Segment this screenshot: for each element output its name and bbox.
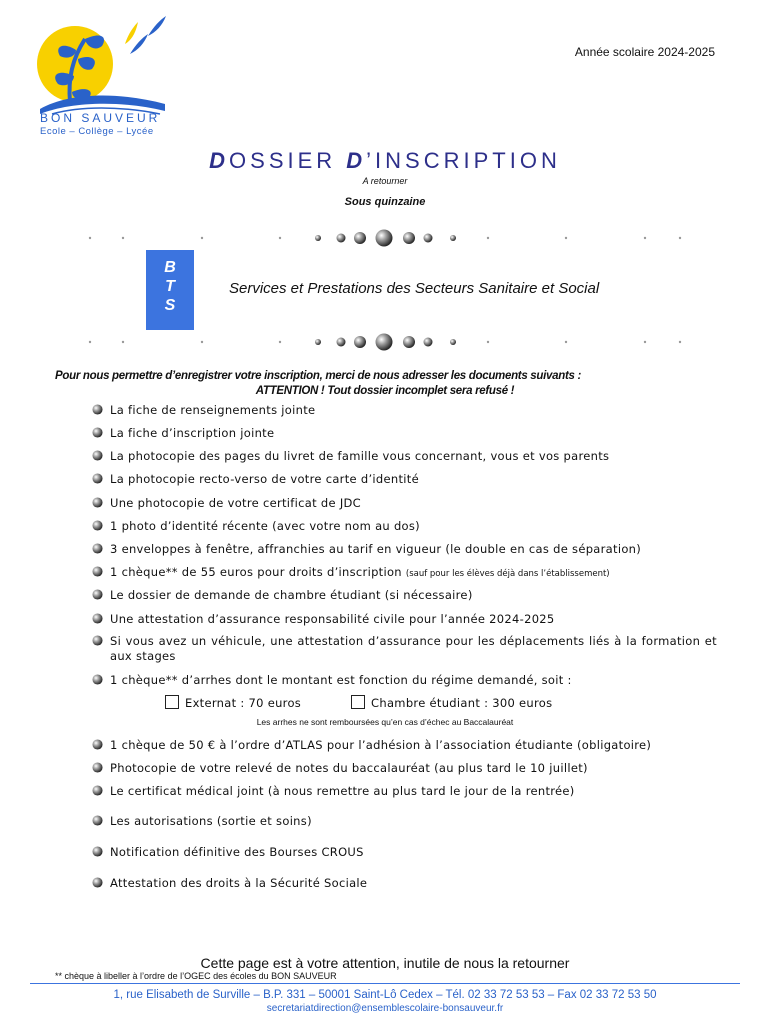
decorative-bead-divider-top xyxy=(60,228,710,248)
bullet-icon xyxy=(92,635,103,646)
footer-notice: Cette page est à votre attention, inutile de nous la retourner xyxy=(200,955,570,971)
list-item-text: Le certificat médical joint (à nous remettre au plus tard le jour de la rentrée) xyxy=(110,784,575,798)
deposit-refund-note: Les arrhes ne sont remboursées qu’en cas d’échec au Baccalauréat xyxy=(256,717,514,727)
bullet-icon xyxy=(92,566,103,577)
title-word-1: OSSIER xyxy=(229,148,347,173)
option-chambre-label: Chambre étudiant : 300 euros xyxy=(371,696,553,710)
list-item-text: 3 enveloppes à fenêtre, affranchies au tarif en vigueur (le double en cas de séparation) xyxy=(110,542,642,556)
list-item xyxy=(92,472,717,487)
school-year: Année scolaire 2024-2025 xyxy=(574,45,715,59)
list-item xyxy=(92,612,717,627)
list-item-text: 1 chèque** d’arrhes dont le montant est fonction du régime demandé, soit : xyxy=(110,673,572,687)
list-item-text: 1 chèque de 50 € à l’ordre d’ATLAS pour l’adhésion à l’association étudiante (obligatoire) xyxy=(110,738,652,752)
school-email: secretariatdirection@ensemblescolaire-bonsauveur.fr xyxy=(266,1003,504,1014)
programme-name: Services et Prestations des Secteurs Sanitaire et Social xyxy=(229,280,600,297)
bullet-icon xyxy=(92,785,103,796)
school-address: 1, rue Elisabeth de Surville – B.P. 331 – 50001 Saint-Lô Cedex – Tél. 02 33 72 53 53 – Fax 02 33 72 53 50 xyxy=(113,989,657,1001)
school-subtitle: Ecole – Collège – Lycée xyxy=(40,126,154,137)
attention-warning: ATTENTION ! Tout dossier incomplet sera refusé ! xyxy=(255,385,515,397)
deposit-options xyxy=(165,695,552,710)
bullet-icon xyxy=(92,674,103,685)
list-item xyxy=(92,876,717,891)
bullet-icon xyxy=(92,427,103,438)
list-item-text: La fiche d’inscription jointe xyxy=(110,426,275,440)
list-item-text: 1 photo d’identité récente (avec votre nom au dos) xyxy=(110,519,420,533)
bullet-icon xyxy=(92,473,103,484)
list-item xyxy=(92,761,717,776)
cheque-payee-note: ** chèque à libeller à l’ordre de l’OGEC des écoles du BON SAUVEUR xyxy=(55,971,337,981)
list-item-text: Notification définitive des Bourses CROUS xyxy=(110,845,364,859)
bullet-icon xyxy=(92,589,103,600)
badge-letter: B xyxy=(164,259,176,276)
title-word-2: ’INSCRIPTION xyxy=(366,148,561,173)
list-item xyxy=(92,634,717,664)
list-item xyxy=(92,542,717,557)
title-initial-2: D xyxy=(346,148,367,173)
chambre-checkbox[interactable] xyxy=(351,695,365,709)
option-externat-label: Externat : 70 euros xyxy=(185,696,302,710)
bullet-icon xyxy=(92,815,103,826)
list-item xyxy=(92,449,717,464)
list-item xyxy=(92,784,717,799)
bullet-icon xyxy=(92,404,103,415)
instructions-intro: Pour nous permettre d’enregistrer votre inscription, merci de nous adresser les documents suivants : xyxy=(55,370,581,382)
list-item-text: Les autorisations (sortie et soins) xyxy=(110,814,312,828)
list-item xyxy=(92,403,717,418)
fee-exception-note: (sauf pour les élèves déjà dans l’établissement) xyxy=(405,569,610,579)
title-initial-1: D xyxy=(209,148,230,173)
school-logo xyxy=(30,14,170,124)
list-item-text: Si vous avez un véhicule, une attestation d’assurance pour les déplacements liés à la formation et aux stages xyxy=(110,634,717,663)
badge-letter: S xyxy=(164,297,176,314)
bullet-icon xyxy=(92,613,103,624)
bullet-icon xyxy=(92,520,103,531)
bullet-icon xyxy=(92,846,103,857)
footer-divider xyxy=(30,983,740,984)
bullet-icon xyxy=(92,877,103,888)
decorative-bead-divider-bottom xyxy=(60,332,710,352)
list-item xyxy=(92,496,717,511)
list-item-text: Attestation des droits à la Sécurité Sociale xyxy=(110,876,368,890)
list-item-text: Une attestation d’assurance responsabilité civile pour l’année 2024-2025 xyxy=(110,612,555,626)
school-name: BON SAUVEUR xyxy=(40,111,161,125)
page-title xyxy=(0,148,770,174)
bullet-icon xyxy=(92,762,103,773)
list-item xyxy=(92,673,717,688)
badge-letter: T xyxy=(165,278,175,295)
list-item xyxy=(92,588,717,603)
list-item xyxy=(92,565,717,582)
fee-text: 1 chèque** de 55 euros pour droits d’inscription xyxy=(110,565,402,579)
option-externat[interactable] xyxy=(165,695,301,710)
list-item xyxy=(92,845,717,860)
list-item xyxy=(92,814,717,829)
list-item-text: Une photocopie de votre certificat de JDC xyxy=(110,496,361,510)
list-item xyxy=(92,426,717,441)
programme-badge xyxy=(146,250,194,330)
return-note: A retourner xyxy=(362,176,408,186)
list-item-text: Photocopie de votre relevé de notes du baccalauréat (au plus tard le 10 juillet) xyxy=(110,761,588,775)
list-item-text xyxy=(110,565,717,582)
bullet-icon xyxy=(92,543,103,554)
bullet-icon xyxy=(92,450,103,461)
list-item-text: La fiche de renseignements jointe xyxy=(110,403,316,417)
list-item-text: La photocopie recto-verso de votre carte d’identité xyxy=(110,472,419,486)
bullet-icon xyxy=(92,497,103,508)
list-item xyxy=(92,738,717,753)
option-chambre[interactable] xyxy=(351,695,552,710)
externat-checkbox[interactable] xyxy=(165,695,179,709)
list-item-text: Le dossier de demande de chambre étudiant (si nécessaire) xyxy=(110,588,473,602)
list-item xyxy=(92,519,717,534)
deadline: Sous quinzaine xyxy=(344,196,426,208)
bullet-icon xyxy=(92,739,103,750)
list-item-text: La photocopie des pages du livret de famille vous concernant, vous et vos parents xyxy=(110,449,610,463)
